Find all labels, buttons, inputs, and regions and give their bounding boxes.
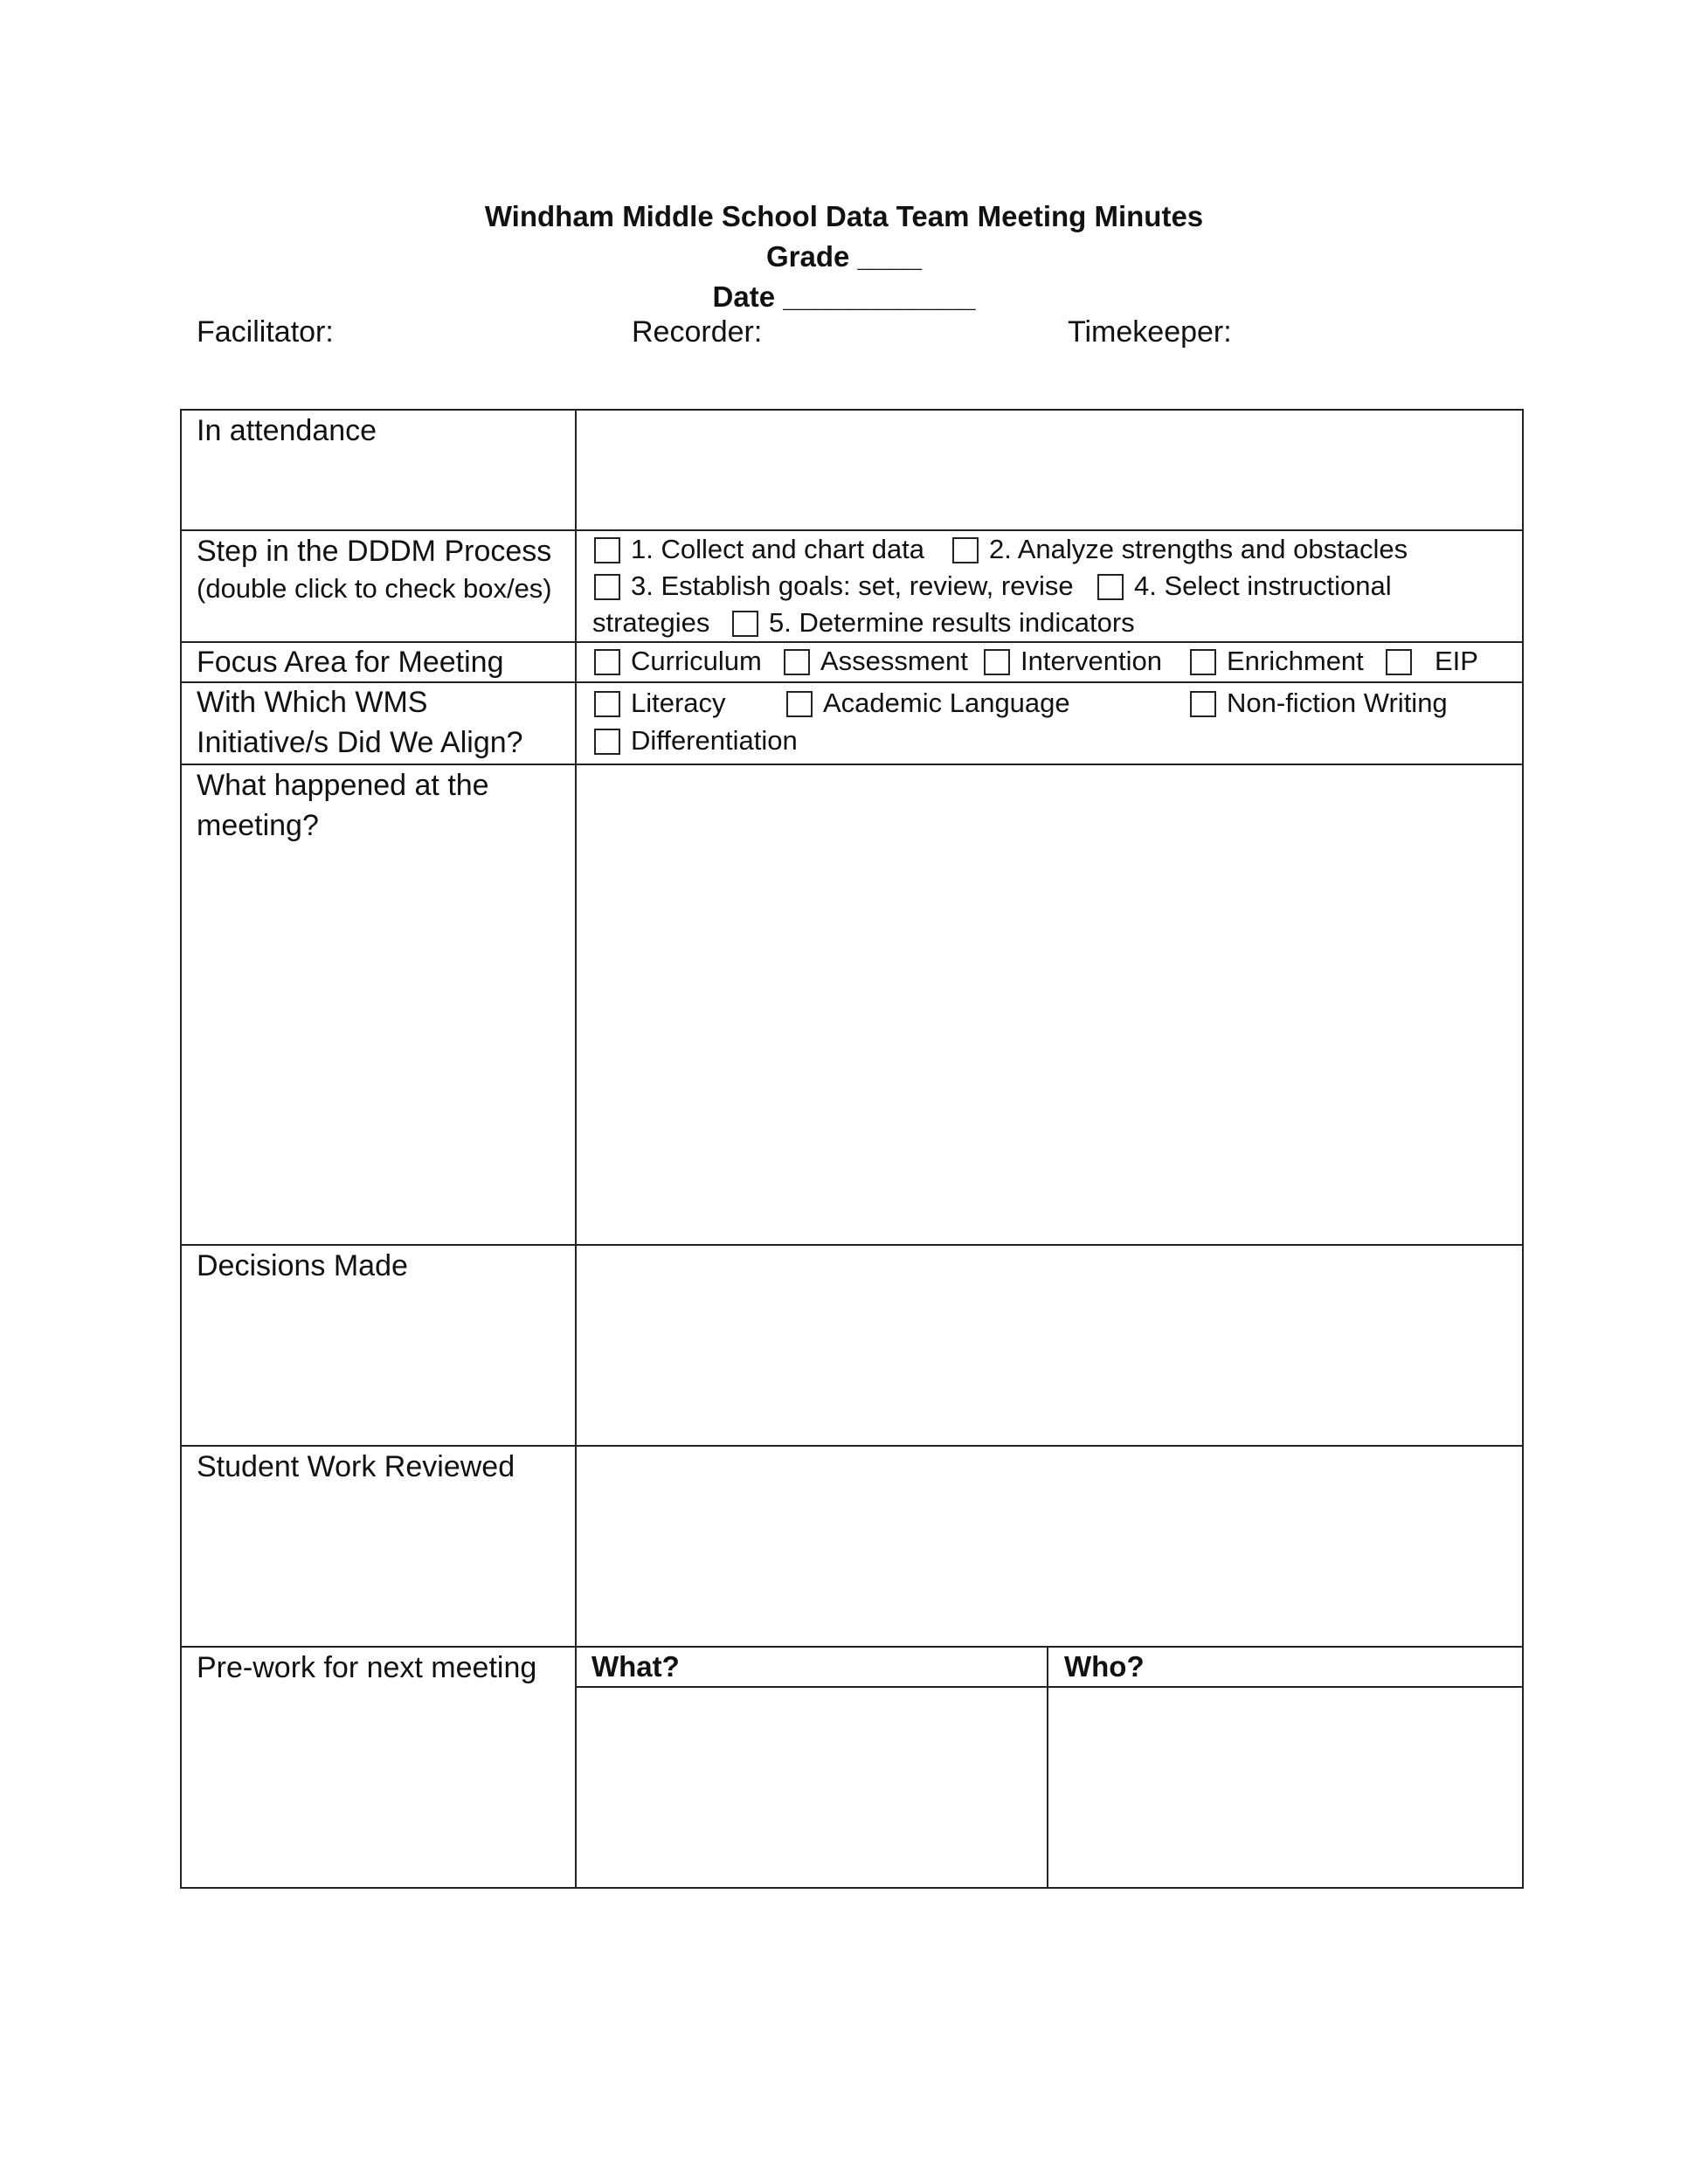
initiative-nonfiction-option[interactable] — [1190, 686, 1448, 721]
assessment-text: Assessment — [820, 646, 968, 676]
dddm-step-title: Step in the DDDM Process — [197, 535, 552, 568]
intervention-checkbox[interactable] — [984, 649, 1010, 675]
initiative-differentiation-option[interactable] — [594, 723, 798, 758]
step-2-option[interactable] — [952, 532, 1408, 567]
grade-line: Grade ____ — [766, 240, 922, 273]
curriculum-text: Curriculum — [631, 646, 762, 676]
step-3-checkbox[interactable] — [594, 574, 620, 600]
literacy-checkbox[interactable] — [594, 691, 620, 717]
recorder-label: Recorder: — [632, 315, 763, 349]
attendance-label: In attendance — [197, 414, 377, 447]
focus-intervention-option[interactable] — [984, 644, 1162, 679]
prework-who-header: Who? — [1064, 1650, 1145, 1683]
eip-text: EIP — [1435, 646, 1478, 676]
facilitator-label: Facilitator: — [197, 315, 334, 349]
student-work-label: Student Work Reviewed — [197, 1450, 515, 1483]
dddm-step-hint: (double click to check box/es) — [197, 573, 552, 604]
focus-eip-option[interactable] — [1386, 644, 1478, 679]
enrichment-checkbox[interactable] — [1190, 649, 1216, 675]
prework-what-field[interactable] — [577, 1688, 1047, 1887]
step-5-option[interactable] — [732, 605, 1135, 640]
step-4-continued — [592, 605, 709, 640]
decisions-made-label: Decisions Made — [197, 1249, 408, 1282]
nonfiction-writing-text: Non-fiction Writing — [1227, 688, 1448, 718]
step-1-text: 1. Collect and chart data — [631, 534, 925, 564]
table-border-bottom — [180, 1887, 1524, 1889]
student-work-field[interactable] — [577, 1447, 1522, 1646]
enrichment-text: Enrichment — [1227, 646, 1364, 676]
curriculum-checkbox[interactable] — [594, 649, 620, 675]
step-4-checkbox[interactable] — [1097, 574, 1124, 600]
step-5-checkbox[interactable] — [732, 611, 758, 637]
eip-checkbox[interactable] — [1386, 649, 1412, 675]
initiative-label: With Which WMS Initiative/s Did We Align? — [197, 686, 523, 759]
step-2-checkbox[interactable] — [952, 537, 979, 563]
focus-curriculum-option[interactable] — [594, 644, 762, 679]
academic-language-checkbox[interactable] — [786, 691, 813, 717]
step-4-text-continued: strategies — [592, 607, 710, 638]
what-happened-label: What happened at the meeting? — [197, 769, 489, 842]
nonfiction-writing-checkbox[interactable] — [1190, 691, 1216, 717]
step-2-text: 2. Analyze strengths and obstacles — [989, 534, 1408, 564]
step-3-option[interactable] — [594, 569, 1074, 604]
focus-area-label: Focus Area for Meeting — [197, 646, 504, 679]
date-line: Date ____________ — [712, 280, 976, 313]
step-4-text: 4. Select instructional — [1134, 570, 1392, 601]
step-3-text: 3. Establish goals: set, review, revise — [631, 570, 1074, 601]
differentiation-text: Differentiation — [631, 725, 798, 756]
focus-assessment-option[interactable] — [784, 644, 968, 679]
focus-enrichment-option[interactable] — [1190, 644, 1364, 679]
differentiation-checkbox[interactable] — [594, 729, 620, 755]
literacy-text: Literacy — [631, 688, 726, 718]
step-4-option[interactable] — [1097, 569, 1392, 604]
timekeeper-label: Timekeeper: — [1068, 315, 1232, 349]
prework-who-field[interactable] — [1048, 1688, 1522, 1887]
initiative-literacy-option[interactable] — [594, 686, 726, 721]
attendance-field[interactable] — [577, 411, 1522, 529]
table-border-right — [1522, 409, 1524, 1889]
what-happened-field[interactable] — [577, 765, 1522, 1244]
step-5-text: 5. Determine results indicators — [769, 607, 1135, 638]
intervention-text: Intervention — [1020, 646, 1162, 676]
initiative-academic-language-option[interactable] — [786, 686, 1070, 721]
step-1-option[interactable] — [594, 532, 924, 567]
table-border-left — [180, 409, 182, 1889]
assessment-checkbox[interactable] — [784, 649, 810, 675]
step-1-checkbox[interactable] — [594, 537, 620, 563]
decisions-made-field[interactable] — [577, 1246, 1522, 1445]
document-title: Windham Middle School Data Team Meeting Minutes — [484, 200, 1204, 232]
academic-language-text: Academic Language — [823, 688, 1070, 718]
prework-what-header: What? — [591, 1650, 680, 1683]
prework-label: Pre-work for next meeting — [197, 1651, 537, 1684]
dddm-step-label — [197, 531, 572, 606]
